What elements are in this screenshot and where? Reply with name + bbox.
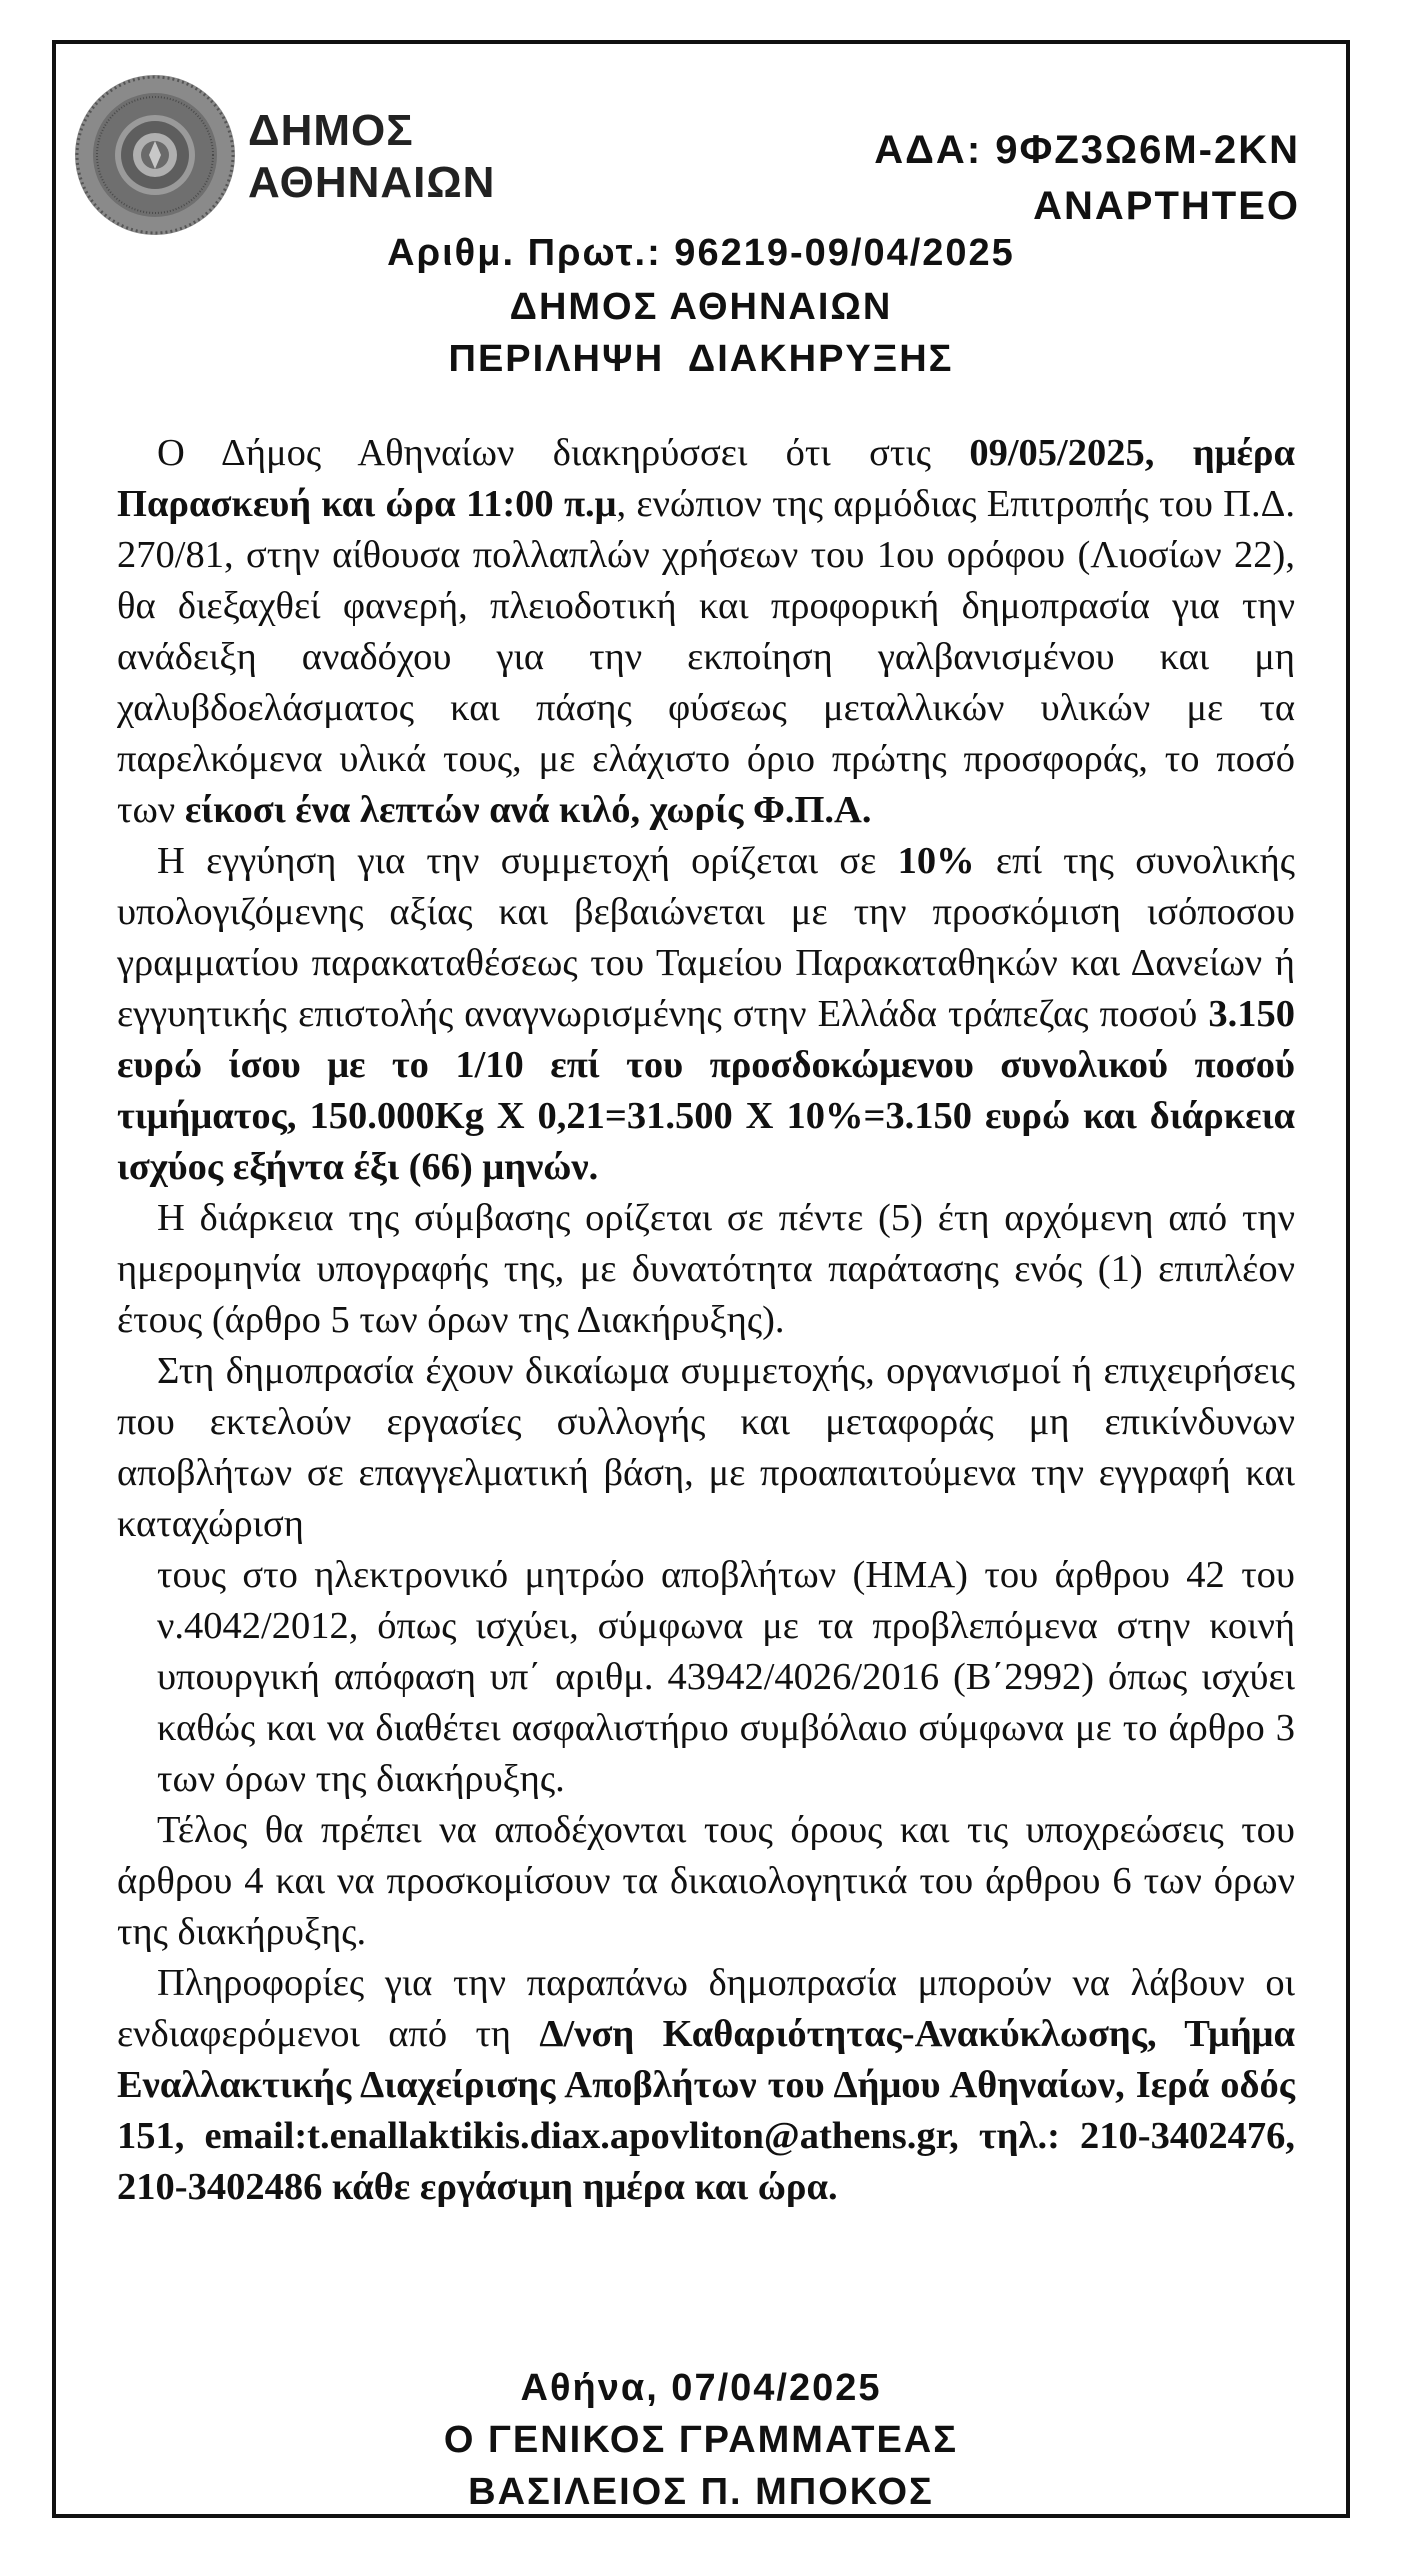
athens-municipality-seal-logo [70, 70, 240, 240]
paragraph-registry: τους στο ηλεκτρονικό μητρώο αποβλήτων (ΗΜΑ) του άρθρου 42 του ν.4042/2012, όπως ισχύει, σύμφωνα με τα προβλεπόμενα στην κοινή υπουργική απόφαση υπ΄ αριθμ. 43942/4026/2016 (Β΄2992) όπως ισχύει καθώς και να διαθέτει ασφαλιστήριο συμβόλαιο σύμφωνα με το άρθρο 3 των όρων της διακήρυξης. [157, 1554, 1295, 1800]
paragraph-contract-duration: Η διάρκεια της σύμβασης ορίζεται σε πέντε (5) έτη αρχόμενη από την ημερομηνία υπογραφής της, με δυνατότητα παράτασης ενός (1) επιπλέον έτους (άρθρο 5 των όρων της Διακήρυξης). [117, 1197, 1295, 1341]
paragraph-contact-info: Πληροφορίες για την παραπάνω δημοπρασία μπορούν να λάβουν οι ενδιαφερόμενοι από τη Δ/νση Καθαριότητας-Ανακύκλωσης, Τμήμα Εναλλακτικής Διαχείρισης Αποβλήτων του Δήμου Αθηναίων, Ιερά οδός 151, email:t.enallaktikis.diax.apovliton@athens.gr, τηλ.: 210-3402476, 210-3402486 κάθε εργάσιμη ημέρα και ώρα. [117, 1962, 1295, 2208]
logo-line-1: ΔΗΜΟΣ [248, 106, 414, 155]
header-reference [874, 122, 1300, 234]
signatory-name: ΒΑΣΙΛΕΙΟΣ Π. ΜΠΟΚΟΣ [468, 2471, 934, 2513]
logo-wordmark [248, 105, 495, 209]
document-title: ΠΕΡΙΛΗΨΗ ΔΙΑΚΗΡΥΞΗΣ [448, 338, 954, 380]
signatory-role: Ο ΓΕΝΙΚΟΣ ΓΡΑΜΜΑΤΕΑΣ [443, 2419, 959, 2461]
place-date: Αθήνα, 07/04/2025 [520, 2367, 882, 2409]
posting-status: ΑΝΑΡΤΗΤΕΟ [1033, 184, 1300, 228]
logo-line-2: ΑΘΗΝΑΙΩΝ [248, 158, 496, 207]
ada-code: ΑΔΑ: 9ΦΖ3Ω6Μ-2ΚΝ [874, 128, 1300, 172]
paragraph-participation-rights: Στη δημοπρασία έχουν δικαίωμα συμμετοχής, οργανισμοί ή επιχειρήσεις που εκτελούν εργασίες συλλογής και μεταφοράς μη επικίνδυνων αποβλήτων σε επαγγελματική βάση, με προαπαιτούμενα την εγγραφή και καταχώριση [117, 1350, 1295, 1545]
signature-block [52, 2362, 1350, 2518]
paragraph-terms: Τέλος θα πρέπει να αποδέχονται τους όρους και τις υποχρεώσεις του άρθρου 4 και να προσκομίσουν τα δικαιολογητικά του άρθρου 6 των όρων της διακήρυξης. [117, 1809, 1295, 1953]
paragraph-auction-date: Ο Δήμος Αθηναίων διακηρύσσει ότι στις 09/05/2025, ημέρα Παρασκευή και ώρα 11:00 π.μ, ενώπιον της αρμόδιας Επιτροπής του Π.Δ. 270/81, στην αίθουσα πολλαπλών χρήσεων του 1ου ορόφου (Λιοσίων 22), θα διεξαχθεί φανερή, πλειοδοτική και προφορική δημοπρασία για την ανάδειξη αναδόχου για την εκποίηση γαλβανισμένου και μη χαλυβδοελάσματος και πάσης φύσεως μεταλλικών υλικών με τα παρελκόμενα υλικά τους, με ελάχιστο όριο πρώτης προσφοράς, το ποσό των είκοσι ένα λεπτών ανά κιλό, χωρίς Φ.Π.Α. [117, 432, 1295, 831]
organization-name: ΔΗΜΟΣ ΑΘΗΝΑΙΩΝ [509, 286, 893, 328]
protocol-number: Αριθμ. Πρωτ.: 96219-09/04/2025 [387, 232, 1015, 274]
notice-body [117, 428, 1295, 2213]
paragraph-guarantee: Η εγγύηση για την συμμετοχή ορίζεται σε 10% επί της συνολικής υπολογιζόμενης αξίας και βεβαιώνεται με την προσκόμιση ισόποσου γραμματίου παρακαταθέσεως του Ταμείου Παρακαταθηκών και Δανείων ή εγγυητικής επιστολής αναγνωρισμένης στην Ελλάδα τράπεζας ποσού 3.150 ευρώ ίσου με το 1/10 επί του προσδοκώμενου συνολικού ποσού τιμήματος, 150.000Kg X 0,21=31.500 X 10%=3.150 ευρώ και διάρκεια ισχύος εξήντα έξι (66) μηνών. [117, 840, 1296, 1188]
